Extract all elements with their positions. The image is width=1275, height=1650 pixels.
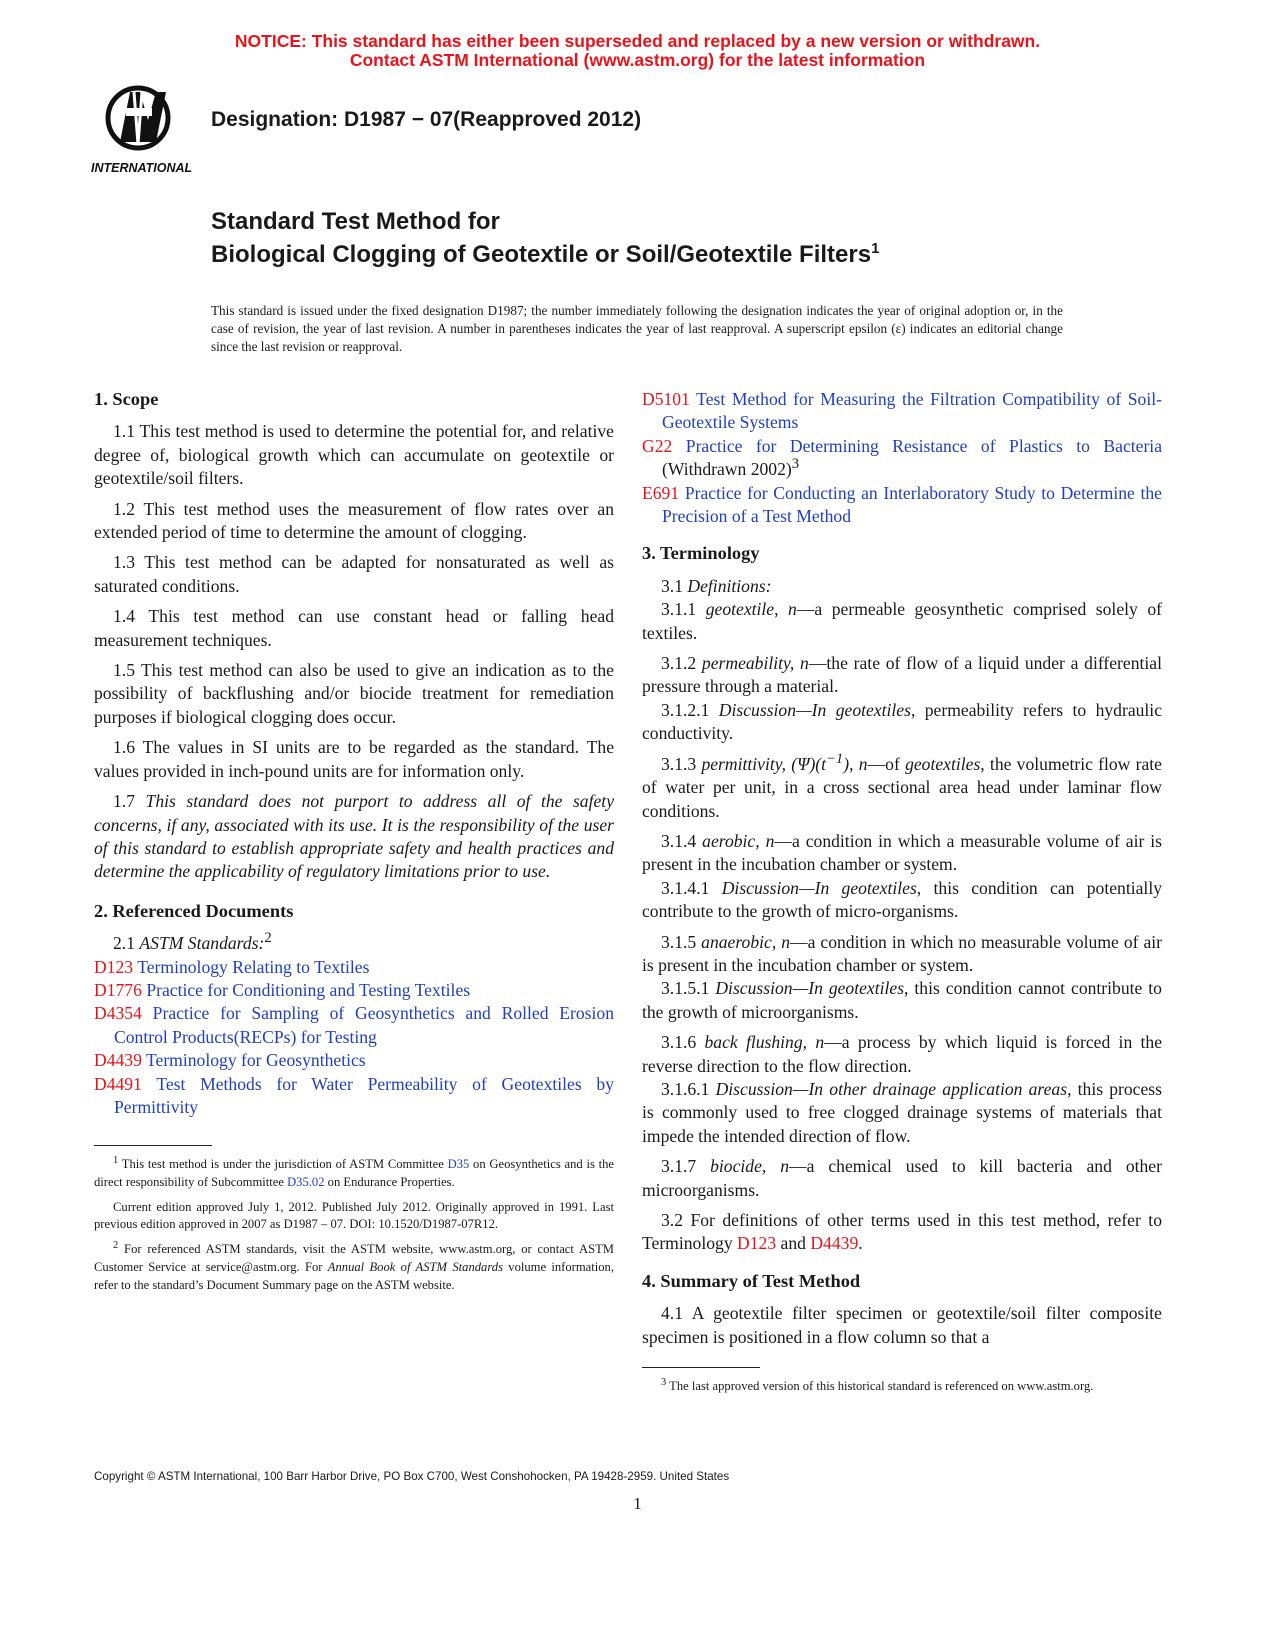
intro-paragraph: This standard is issued under the fixed designation D1987; the number immediately following the designation indicates the year of original adoption or, in the case of revision, the year of last revision. A number in parentheses indicates the year of last reapproval. A superscript epsilon (ε) indicates an editorial change since the last revision or reapproval. <box>211 303 1063 354</box>
definition-3-1-6-1: 3.1.6.1 Discussion—In other drainage application areas, this process is commonly used to free clogged drainage systems of materials that impede the intended direction of flow. <box>642 1078 1162 1146</box>
definition-3-1-6: 3.1.6 back flushing, n—a process by which liquid is forced in the reverse direction to the flow direction. <box>642 1032 1163 1076</box>
reference-d4439[interactable]: D4439 Terminology for Geosynthetics <box>94 1050 366 1071</box>
definition-3-1-2-1: 3.1.2.1 Discussion—In geotextiles, permeability refers to hydraulic conductivity. <box>642 699 1163 744</box>
designation: Designation: D1987 − 07(Reapproved 2012) <box>211 108 642 131</box>
reference-d4491[interactable]: D4491 Test Methods for Water Permeability of Geotextiles by Permittivity <box>94 1073 614 1117</box>
footnote-rule-left <box>94 1145 212 1146</box>
paragraph-1-6: 1.6 The values in SI units are to be regarded as the standard. The values provided in inch-pound units are for information only. <box>94 737 614 781</box>
paragraph-1-3: 1.3 This test method can be adapted for nonsaturated as well as saturated conditions. <box>94 552 614 596</box>
footnote-2: $^2$ For referenced ASTM standards, visit the ASTM website, www.astm.org, or contact ASTM Customer Service at service@astm.org. For Annual Book of ASTM Standards volume information, refer to the standard’s Document Summary page on the ASTM website. <box>94 1240 614 1292</box>
paragraph-1-1: 1.1 This test method is used to determine the potential for, and relative degree of, biological growth which can accumulate on geotextile or geotextile/soil filters. <box>94 421 614 489</box>
link-d35[interactable]: D35 <box>447 1157 470 1172</box>
definition-3-1-4: 3.1.4 aerobic, n—a condition in which a measurable volume of air is present in the incubation chamber or system. <box>642 830 1163 875</box>
paragraph-3-1: 3.1 Definitions: <box>661 575 772 596</box>
paragraph-1-4: 1.4 This test method can use constant head or falling head measurement techniques. <box>94 606 614 650</box>
definition-3-1-3: 3.1.3 permittivity, $(\Psi)(t^{-1})$, n—of geotextiles, the volumetric flow rate of water per unit, in a cross sectional area head under laminar flow conditions. <box>642 750 1162 821</box>
reference-d4354[interactable]: D4354 Practice for Sampling of Geosynthetics and Rolled Erosion Control Products(RECPs) for Testing <box>94 1003 614 1047</box>
reference-d5101[interactable]: D5101 Test Method for Measuring the Filtration Compatibility of Soil-Geotextile Systems <box>642 389 1162 433</box>
footnote-1-edition: Current edition approved July 1, 2012. Published July 2012. Originally approved in 1991. Last previous edition approved in 2007 as D1987 – 07. DOI: 10.1520/D1987-07R12. <box>94 1199 614 1232</box>
definition-3-1-5: 3.1.5 anaerobic, n—a condition in which no measurable volume of air is present in the incubation chamber or system. <box>642 931 1162 975</box>
definition-3-1-4-1: 3.1.4.1 Discussion—In geotextiles, this condition can potentially contribute to the growth of micro-organisms. <box>642 877 1163 922</box>
footnote-1: $^1$ This test method is under the jurisdiction of ASTM Committee D35 on Geosynthetics and is the direct responsibility of Subcommittee D35.02 on Endurance Properties. <box>94 1155 614 1190</box>
reference-d123[interactable]: D123 Terminology Relating to Textiles <box>94 956 370 977</box>
definition-3-1-1: 3.1.1 geotextile, n—a permeable geosynthetic comprised solely of textiles. <box>642 599 1162 643</box>
definition-3-1-5-1: 3.1.5.1 Discussion—In geotextiles, this condition cannot contribute to the growth of microorganisms. <box>642 978 1162 1022</box>
paragraph-2-1: 2.1 ASTM Standards:$^2$ <box>113 930 272 954</box>
paragraph-1-5: 1.5 This test method can also be used to give an indication as to the possibility of backflushing and/or biocide treatment for remediation purposes if biological clogging does occur. <box>94 660 614 727</box>
reference-e691[interactable]: E691 Practice for Conducting an Interlaboratory Study to Determine the Precision of a Test Method <box>642 482 1162 527</box>
title-footnote-marker: 1 <box>871 240 880 257</box>
definition-3-1-2: 3.1.2 permeability, n—the rate of flow of a liquid under a differential pressure through a material. <box>642 653 1162 697</box>
section-heading-terminology: 3. Terminology <box>642 543 760 564</box>
reference-g22[interactable]: G22 Practice for Determining Resistance of Plastics to Bacteria (Withdrawn 2002)$^3$ <box>642 435 1163 480</box>
definition-3-1-7: 3.1.7 biocide, n—a chemical used to kill bacteria and other microorganisms. <box>642 1156 1162 1200</box>
footnote-3: $^3$ The last approved version of this historical standard is referenced on www.astm.org. <box>661 1376 1094 1394</box>
reference-d1776[interactable]: D1776 Practice for Conditioning and Testing Textiles <box>94 979 471 1000</box>
page-number: 1 <box>633 1494 642 1513</box>
logo-text: INTERNATIONAL <box>91 161 193 175</box>
link-d123[interactable]: D123 <box>737 1233 777 1254</box>
notice-line-1: NOTICE: This standard has either been superseded and replaced by a new version or withdrawn. <box>234 31 1041 51</box>
title-line-1: Standard Test Method for <box>211 208 500 235</box>
astm-logo <box>90 80 200 176</box>
copyright-line: Copyright © ASTM International, 100 Barr Harbor Drive, PO Box C700, West Conshohocken, PA 19428-2959. United States <box>94 1470 730 1483</box>
link-d4439[interactable]: D4439 <box>810 1233 859 1254</box>
paragraph-4-1: 4.1 A geotextile filter specimen or geotextile/soil filter composite specimen is positioned in a flow column so that a <box>642 1303 1162 1347</box>
left-column <box>94 388 614 1301</box>
right-column <box>642 388 1162 1403</box>
paragraph-3-2: 3.2 For definitions of other terms used in this test method, refer to Terminology D123 and D4439. <box>642 1210 1162 1254</box>
paragraph-1-2: 1.2 This test method uses the measurement of flow rates over an extended period of time to determine the amount of clogging. <box>94 498 614 543</box>
notice-line-2: Contact ASTM International (www.astm.org) for the latest information <box>349 50 926 70</box>
paragraph-1-7: 1.7 This standard does not purport to address all of the safety concerns, if any, associated with its use. It is the responsibility of the user of this standard to establish appropriate safety and health practices and determine the applicability of regulatory limitations prior to use. <box>94 791 615 882</box>
title-line-2: Biological Clogging of Geotextile or Soil/Geotextile Filters$^1$ <box>211 240 880 268</box>
footnote-rule-right <box>642 1367 760 1368</box>
document-title <box>211 205 879 271</box>
link-d35-02[interactable]: D35.02 <box>287 1175 325 1190</box>
section-heading-summary: 4. Summary of Test Method <box>642 1270 861 1291</box>
section-heading-referenced-documents: 2. Referenced Documents <box>94 900 294 921</box>
notice-banner <box>0 32 1275 70</box>
section-heading-scope: 1. Scope <box>94 389 159 409</box>
